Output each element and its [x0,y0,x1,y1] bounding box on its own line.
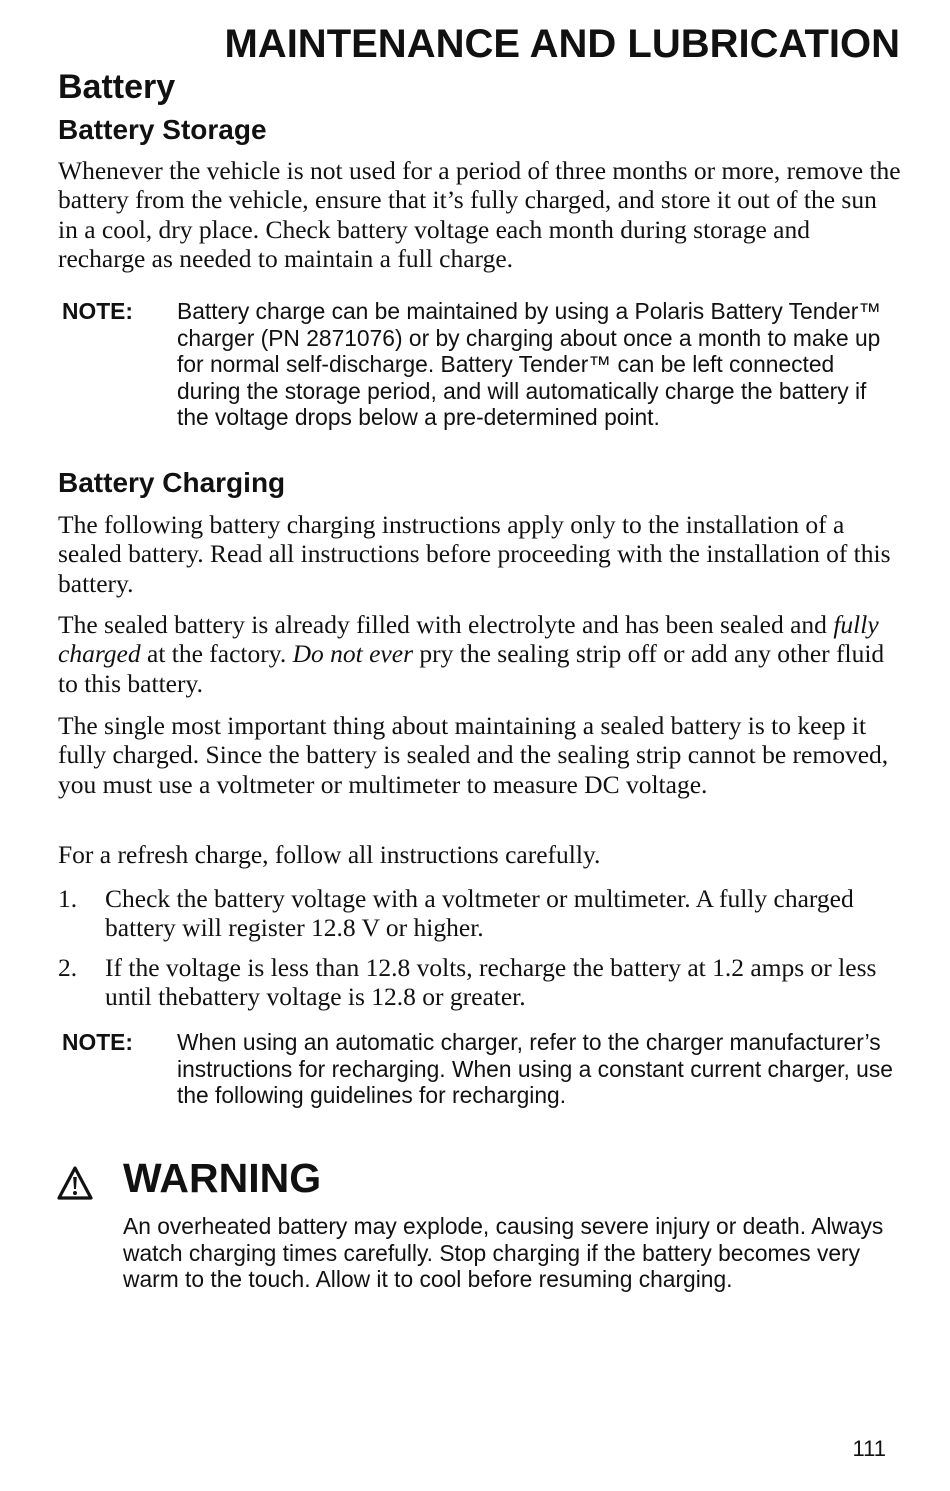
page-number: 111 [852,1436,886,1461]
charging-paragraph-1: The following battery charging instructions apply only to the installation of a sealed battery. Read all instructions before proceeding with the installation of this battery. [58,510,891,598]
list-number: 2. [58,953,78,982]
note-text: Battery charge can be maintained by using a Polaris Battery Tender™ charger (PN 2871076) or by charging about once a month to make up for normal self-discharge. Battery Tender™ can be left connected during the storage period, and will automatically charge the battery if the voltage drops below a pre-determined point. [177,298,882,431]
note-label: NOTE: [62,1029,133,1055]
section-title: Battery [58,68,176,106]
warning-title: WARNING [123,1155,322,1201]
warning-text: An overheated battery may explode, causing severe injury or death. Always watch charging times carefully. Stop charging if the battery becomes very warm to the touch. Allow it to cool before resuming charging. [123,1213,884,1293]
warning-triangle-icon [57,1166,93,1200]
note-text: When using an automatic charger, refer to the charger manufacturer’s instructions for recharging. When using a constant current charger, use the following guidelines for recharging. [177,1029,893,1109]
chapter-title: MAINTENANCE AND LUBRICATION [224,22,900,66]
charging-paragraph-4: For a refresh charge, follow all instructions carefully. [58,840,601,869]
list-number: 1. [58,884,78,913]
charging-paragraph-2: The sealed battery is already filled with electrolyte and has been sealed and fully charged at the factory. Do not ever pry the sealing strip off or add any other fluid to this battery. [58,610,885,698]
charging-paragraph-3: The single most important thing about maintaining a sealed battery is to keep it fully charged. Since the battery is sealed and the sealing strip cannot be removed, you must use a voltmeter or multimeter to measure DC voltage. [58,711,889,799]
charging-heading: Battery Charging [58,467,286,498]
list-text: If the voltage is less than 12.8 volts, recharge the battery at 1.2 amps or less until thebattery voltage is 12.8 or greater. [105,953,877,1012]
list-text: Check the battery voltage with a voltmeter or multimeter. A fully charged battery will register 12.8 V or higher. [105,884,854,943]
storage-heading: Battery Storage [58,114,267,145]
note-label: NOTE: [62,298,133,324]
storage-paragraph: Whenever the vehicle is not used for a period of three months or more, remove the battery from the vehicle, ensure that it’s fully charged, and store it out of the sun in a cool, dry place. Check battery voltage each month during storage and recharge as needed to maintain a full charge. [58,156,901,273]
